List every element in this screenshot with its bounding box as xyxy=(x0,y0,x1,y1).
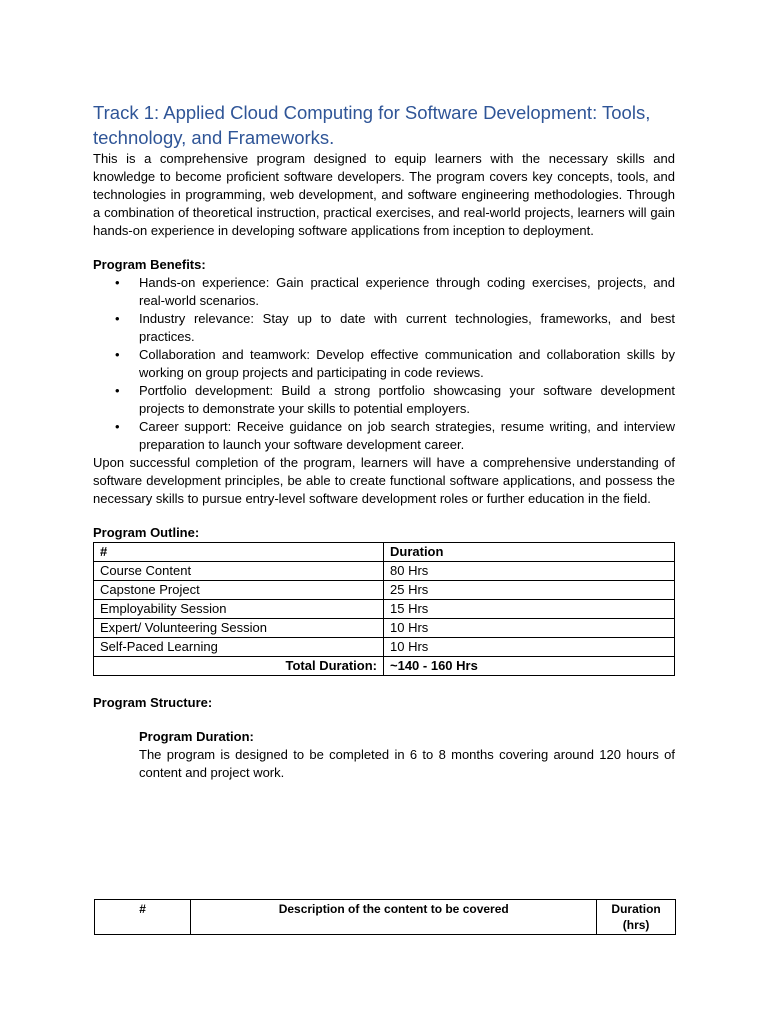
outline-item: Employability Session xyxy=(94,600,384,619)
outline-heading: Program Outline: xyxy=(93,525,200,540)
table-row xyxy=(94,581,675,600)
document-body xyxy=(93,100,675,782)
intro-paragraph: This is a comprehensive program designed to equip learners with the necessary skills and knowledge to become proficient software developers. The program covers key concepts, tools, and technologies in programming, web development, and software engineering methodologies. Through a combination of theoretical instruction, practical exercises, and real-world projects, learners will gain hands-on experience in developing software applications from inception to deployment. xyxy=(93,151,675,238)
outline-duration: 15 Hrs xyxy=(384,600,675,619)
table-row xyxy=(94,600,675,619)
bullet-icon: • xyxy=(115,383,120,398)
outline-item: Capstone Project xyxy=(94,581,384,600)
total-duration-label: Total Duration: xyxy=(94,657,384,676)
benefits-heading: Program Benefits: xyxy=(93,257,206,272)
outline-item: Course Content xyxy=(94,562,384,581)
contents-col-duration: Duration (hrs) xyxy=(597,900,676,935)
conclusion-paragraph: Upon successful completion of the program, learners will have a comprehensive understanding of software development principles, be able to create functional software applications, and possess the necessary skills to pursue entry-level software development roles or further education in the field. xyxy=(93,455,675,506)
table-total-row xyxy=(94,657,675,676)
table-header-row xyxy=(94,543,675,562)
outline-table xyxy=(93,542,675,676)
table-row xyxy=(94,638,675,657)
program-duration-text: The program is designed to be completed in 6 to 8 months covering around 120 hours of content and project work. xyxy=(139,747,675,780)
table-row xyxy=(94,619,675,638)
table-header-row xyxy=(95,900,676,935)
list-item: • Portfolio development: Build a strong portfolio showcasing your software development projects to demonstrate your skills to potential employers. xyxy=(115,383,675,416)
bullet-icon: • xyxy=(115,347,120,362)
outline-col-number: # xyxy=(94,543,384,562)
outline-duration: 25 Hrs xyxy=(384,581,675,600)
program-duration-heading: Program Duration: xyxy=(139,729,254,744)
table-row xyxy=(94,562,675,581)
outline-item: Self-Paced Learning xyxy=(94,638,384,657)
total-duration-value: ~140 - 160 Hrs xyxy=(384,657,675,676)
page-title: Track 1: Applied Cloud Computing for Software Development: Tools, technology, and Frameworks. xyxy=(93,102,651,148)
content-description-table xyxy=(94,899,676,935)
program-duration-block xyxy=(139,728,675,782)
bullet-icon: • xyxy=(115,419,120,434)
outline-col-duration: Duration xyxy=(384,543,675,562)
list-item: • Industry relevance: Stay up to date with current technologies, frameworks, and best practices. xyxy=(115,311,675,344)
bullet-icon: • xyxy=(115,275,120,290)
outline-duration: 80 Hrs xyxy=(384,562,675,581)
list-item: • Collaboration and teamwork: Develop effective communication and collaboration skills by working on group projects and participating in code reviews. xyxy=(115,347,675,380)
structure-heading: Program Structure: xyxy=(93,695,213,710)
benefits-list xyxy=(93,274,675,454)
contents-col-number: # xyxy=(95,900,191,935)
contents-col-description: Description of the content to be covered xyxy=(191,900,597,935)
outline-duration: 10 Hrs xyxy=(384,619,675,638)
bullet-icon: • xyxy=(115,311,120,326)
outline-duration: 10 Hrs xyxy=(384,638,675,657)
list-item: • Career support: Receive guidance on job search strategies, resume writing, and interview preparation to launch your software development career. xyxy=(115,419,675,452)
outline-item: Expert/ Volunteering Session xyxy=(94,619,384,638)
list-item: • Hands-on experience: Gain practical experience through coding exercises, projects, and real-world scenarios. xyxy=(115,275,675,308)
